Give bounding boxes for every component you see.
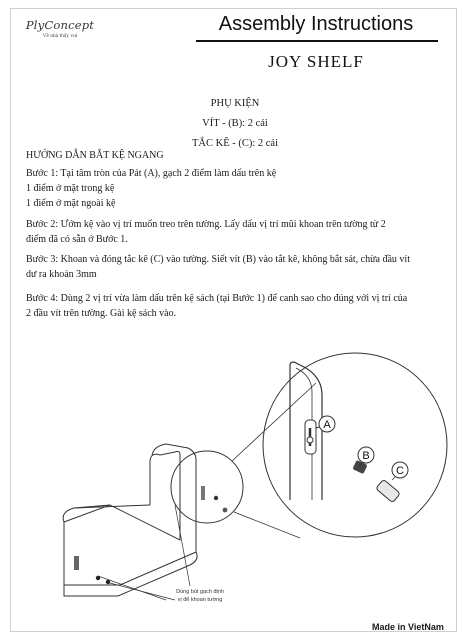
page-title: Assembly Instructions <box>218 13 414 35</box>
step-3-line: dư ra khoản 3mm <box>26 269 97 280</box>
logo-tagline: Về nhà thấy vui <box>42 33 78 39</box>
diagram-note-line-1: Dùng bút gạch định <box>176 589 224 595</box>
anchor-c-illustration <box>376 474 401 503</box>
parts-item-anchor: TẮC KÊ - (C): 2 cái <box>191 138 279 149</box>
diagram-note-line-2: vị để khoan tường <box>177 597 223 603</box>
step-1-line: Bước 1: Tại tâm tròn của Pát (A), gạch 2 điểm làm dấu trên kệ <box>26 168 277 179</box>
logo-name: PlyConcept <box>25 18 95 32</box>
step-4-line: Bước 4: Dùng 2 vị trí vừa làm dấu trên kệ sách (tại Bước 1) để canh sao cho đúng với vị trí của <box>26 293 408 304</box>
guide-title: HƯỚNG DẪN BẮT KỆ NGANG <box>26 150 164 161</box>
parts-heading: PHỤ KIỆN <box>210 98 260 109</box>
callout-c: C <box>396 465 404 477</box>
callout-b: B <box>362 450 370 462</box>
callout-a: A <box>323 419 331 431</box>
zoom-circle-small <box>171 451 243 523</box>
product-name: JOY SHELF <box>268 52 364 71</box>
step-4-line: 2 đầu vít trên tường. Gài kệ sách vào. <box>26 308 177 319</box>
made-in-label: Made in VietNam <box>372 622 444 632</box>
step-3-line: Bước 3: Khoan và đóng tắc kê (C) vào tường. Siết vít (B) vào tắt kê, không bắt sát, chừa đầu vít <box>26 254 410 265</box>
step-1-line: 1 điểm ở mặt ngoài kệ <box>26 198 116 209</box>
step-2-line: Bước 2: Ướm kệ vào vị trí muốn treo trên tường. Lấy dấu vị trí mũi khoan trên tường từ 2 <box>26 219 386 230</box>
parts-item-screw: VÍT - (B): 2 cái <box>202 118 268 129</box>
step-2-line: điểm đã có sẵn ở Bước 1. <box>26 234 128 245</box>
step-1-line: 1 điểm ở mặt trong kệ <box>26 183 115 194</box>
